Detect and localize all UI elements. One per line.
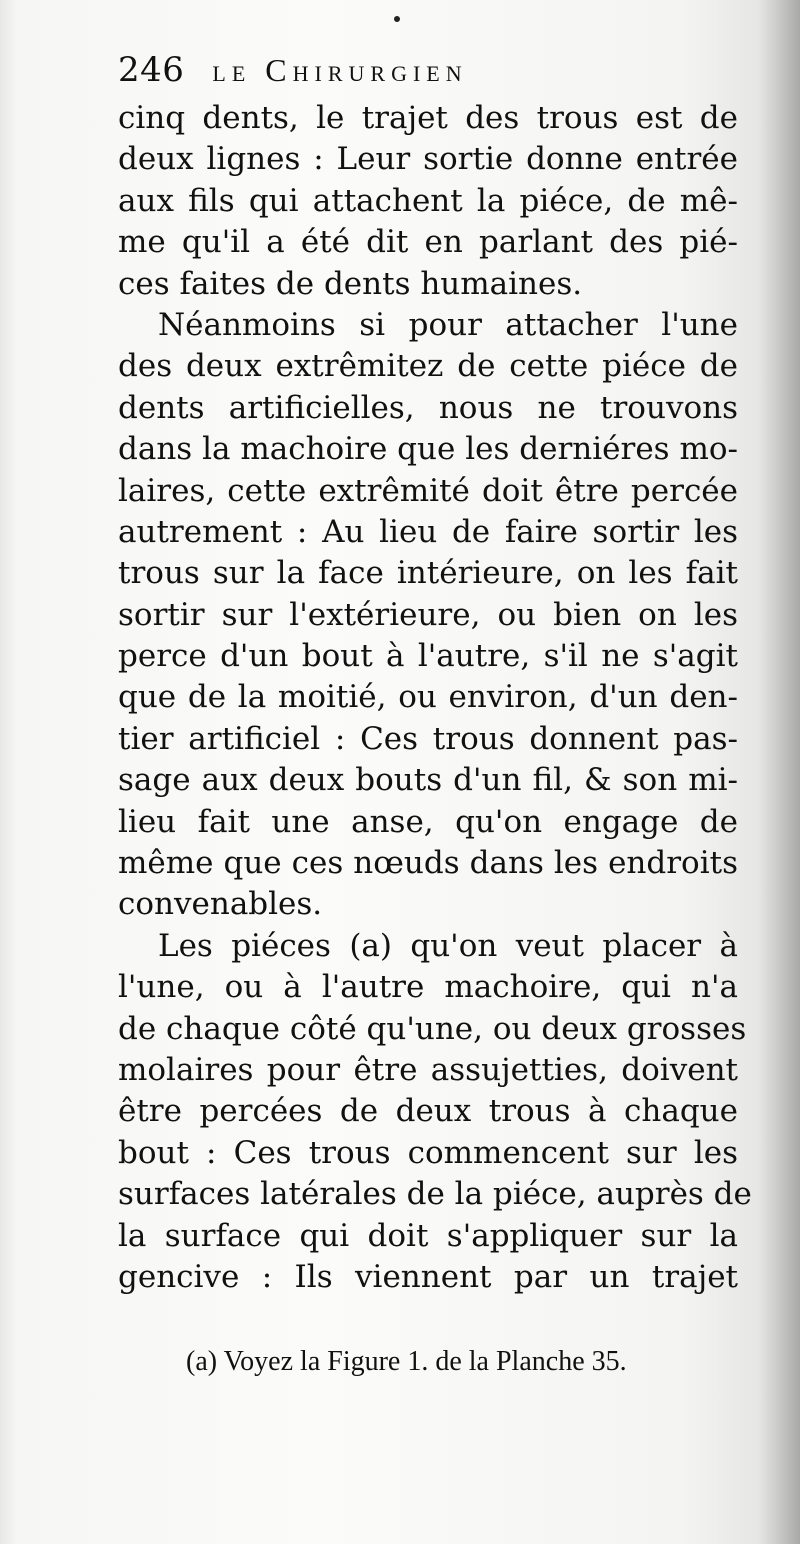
text-line: molaires pour être assujetties, doivent: [118, 1051, 738, 1088]
text-line: gencive : Ils viennent par un trajet: [118, 1258, 738, 1295]
ink-dot: [394, 16, 400, 22]
text-line: dans la machoire que les derniéres mo-: [118, 431, 738, 468]
text-line: convenables.: [118, 886, 323, 923]
body-text: [118, 98, 752, 1298]
text-line: bout : Ces trous commencent sur les: [118, 1134, 738, 1171]
text-line: sage aux deux bouts d'un fil, & son mi-: [118, 762, 738, 799]
text-line: laires, cette extrêmité doit être percée: [118, 472, 738, 509]
text-line: autrement : Au lieu de faire sortir les: [118, 513, 738, 550]
text-line: de chaque côté qu'une, ou deux grosses: [118, 1010, 747, 1047]
text-line: aux fils qui attachent la piéce, de mê-: [118, 182, 738, 219]
footnote: (a) Voyez la Figure 1. de la Planche 35.: [186, 1346, 627, 1377]
text-line: l'une, ou à l'autre machoire, qui n'a: [118, 969, 738, 1006]
page-number: 246: [118, 50, 185, 90]
text-line: Les piéces (a) qu'on veut placer à: [158, 927, 738, 964]
text-block: [118, 50, 752, 1298]
running-title: le Chirurgien: [212, 52, 468, 88]
running-head: [118, 50, 738, 98]
text-line: cinq dents, le trajet des trous est de: [118, 100, 738, 136]
text-line: Néanmoins si pour attacher l'une: [158, 306, 738, 343]
text-line: lieu fait une anse, qu'on engage de: [118, 803, 738, 840]
text-line: deux lignes : Leur sortie donne entrée: [118, 141, 738, 178]
text-line: sortir sur l'extérieure, ou bien on les: [118, 596, 738, 633]
text-line: trous sur la face intérieure, on les fait: [118, 555, 738, 592]
text-line: que de la moitié, ou environ, d'un den-: [118, 679, 738, 716]
page-edge-shadow: [758, 0, 800, 1544]
text-line: dents artificielles, nous ne trouvons: [118, 389, 738, 426]
text-line: même que ces nœuds dans les endroits: [118, 845, 738, 882]
text-line: perce d'un bout à l'autre, s'il ne s'agit: [118, 638, 738, 675]
text-line: la surface qui doit s'appliquer sur la: [118, 1217, 738, 1254]
text-line: ces faites de dents humaines.: [118, 265, 583, 302]
text-line: être percées de deux trous à chaque: [118, 1093, 738, 1130]
text-line: tier artificiel : Ces trous donnent pas-: [118, 720, 738, 757]
text-line: me qu'il a été dit en parlant des pié-: [118, 224, 738, 261]
page-gutter-shadow: [0, 0, 18, 1544]
text-line: des deux extrêmitez de cette piéce de: [118, 348, 738, 385]
text-line: surfaces latérales de la piéce, auprès de: [118, 1176, 752, 1213]
